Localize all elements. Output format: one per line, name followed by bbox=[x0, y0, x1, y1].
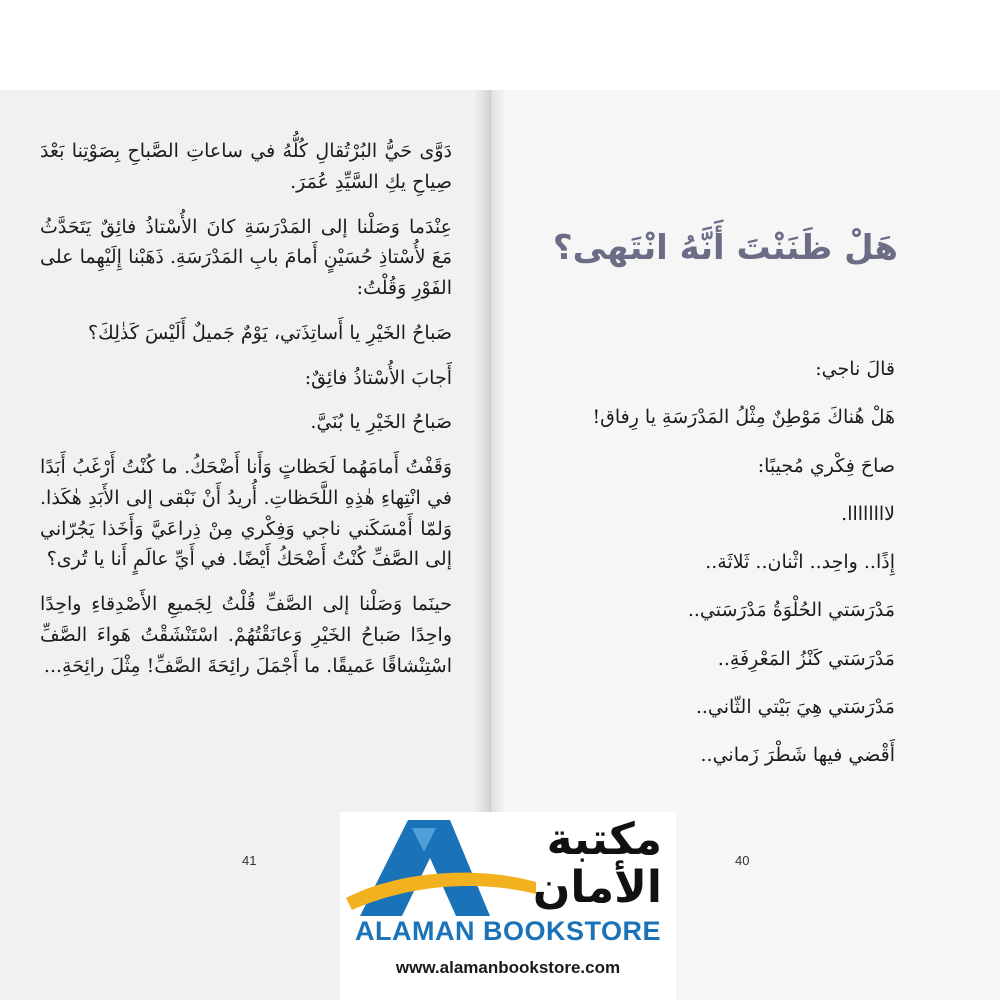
text-line: صاحَ فِكْري مُجيبًا: bbox=[757, 454, 895, 477]
text-line: مَدْرَسَتي الحُلْوَةُ مَدْرَسَتي.. bbox=[687, 599, 895, 622]
paragraph: دَوَّى حَيُّ البُرْتُقالِ كُلُّهُ في ساعاتِ الصَّباحِ بِصَوْتِنا بَعْدَ صِياحِ يكِ السَّيِّدِ عُمَرَ. bbox=[40, 140, 452, 193]
page-number-left: 41 bbox=[242, 853, 257, 868]
logo-arabic-line2: الأمان bbox=[532, 862, 662, 913]
paragraph: عِنْدَما وَصَلْنا إلى المَدْرَسَةِ كانَ الأُسْتاذُ فائِقٌ يَتَحَدَّثُ مَعَ لأُسْتاذِ حُسَيْنٍ أَمامَ بابِ المَدْرَسَةِ. ذَهَبْنا إِلَيْهِما على الفَوْرِ وَقُلْتُ: bbox=[40, 215, 452, 300]
paragraph: حينَما وَصَلْنا إلى الصَّفِّ قُلْتُ لِجَميعِ الأَصْدِقاءِ واحِدًا واحِدًا صَباحُ الخَيْرِ وَعانَقْتُهُمْ. اسْتَنْشَقْتُ هَواءَ الصَّفِّ اسْتِنْشاقًا عَميقًا. ما أَجْمَلَ رائِحَةَ الصَّفِّ! مِثْلَ رائِحَةِ... bbox=[40, 593, 452, 677]
page-number-right: 40 bbox=[735, 853, 750, 868]
logo-english-name: ALAMAN BOOKSTORE bbox=[354, 916, 661, 946]
text-line: إِذًا.. واحِد.. اثْنان.. ثَلاثَة.. bbox=[705, 551, 895, 574]
text-line: مَدْرَسَتي كَنْزُ المَعْرِفَةِ.. bbox=[717, 647, 895, 670]
logo-arabic-line1: مكتبة bbox=[546, 814, 662, 865]
logo-arabic-name bbox=[462, 816, 662, 912]
text-line: مَدْرَسَتي هِيَ بَيْتي الثّاني.. bbox=[695, 695, 895, 718]
chapter-title: هَلْ ظَنَنْتَ أَنَّهُ انْتَهى؟ bbox=[552, 228, 898, 268]
paragraph: وَقَفْتُ أَمامَهُما لَحَظاتٍ وَأَنا أَضْحَكُ. ما كُنْتُ أَرْغَبُ أَبَدًا في انْتِهاءِ هٰذِهِ اللَّحَظاتِ. أُريدُ أَنْ نَبْقى إلى الأَبَدِ هٰكَذا. وَلمّا أَمْسَكَني ناجي وَفِكْري مِنْ ذِراعَيَّ وَأَخَذا يَجُرّاني إلى الصَّفِّ كُنْتُ أَضْحَكُ أَيْضًا. في أَيِّ عالَمٍ أَنا يا تُرى؟ bbox=[40, 456, 452, 571]
text-line: قالَ ناجي: bbox=[815, 358, 895, 380]
paragraph: صَباحُ الخَيْرِ يا أَساتِذَتي، يَوْمٌ جَميلٌ أَلَيْسَ كَذٰلِكَ؟ bbox=[88, 321, 452, 344]
text-line: أَقْضي فيها شَطْرَ زَماني.. bbox=[700, 744, 895, 767]
right-page-text bbox=[540, 354, 895, 788]
paragraph: أَجابَ الأُسْتاذُ فائِقٌ: bbox=[304, 366, 452, 389]
paragraph: صَباحُ الخَيْرِ يا بُنَيَّ. bbox=[310, 411, 452, 434]
text-line: هَلْ هُناكَ مَوْطِنٌ مِثْلُ المَدْرَسَةِ يا رِفاق! bbox=[592, 406, 895, 429]
left-page-text bbox=[40, 136, 452, 695]
bookstore-logo bbox=[340, 812, 676, 1000]
text-line: لاااااااا. bbox=[841, 502, 895, 525]
logo-website-url: www.alamanbookstore.com bbox=[395, 958, 621, 977]
